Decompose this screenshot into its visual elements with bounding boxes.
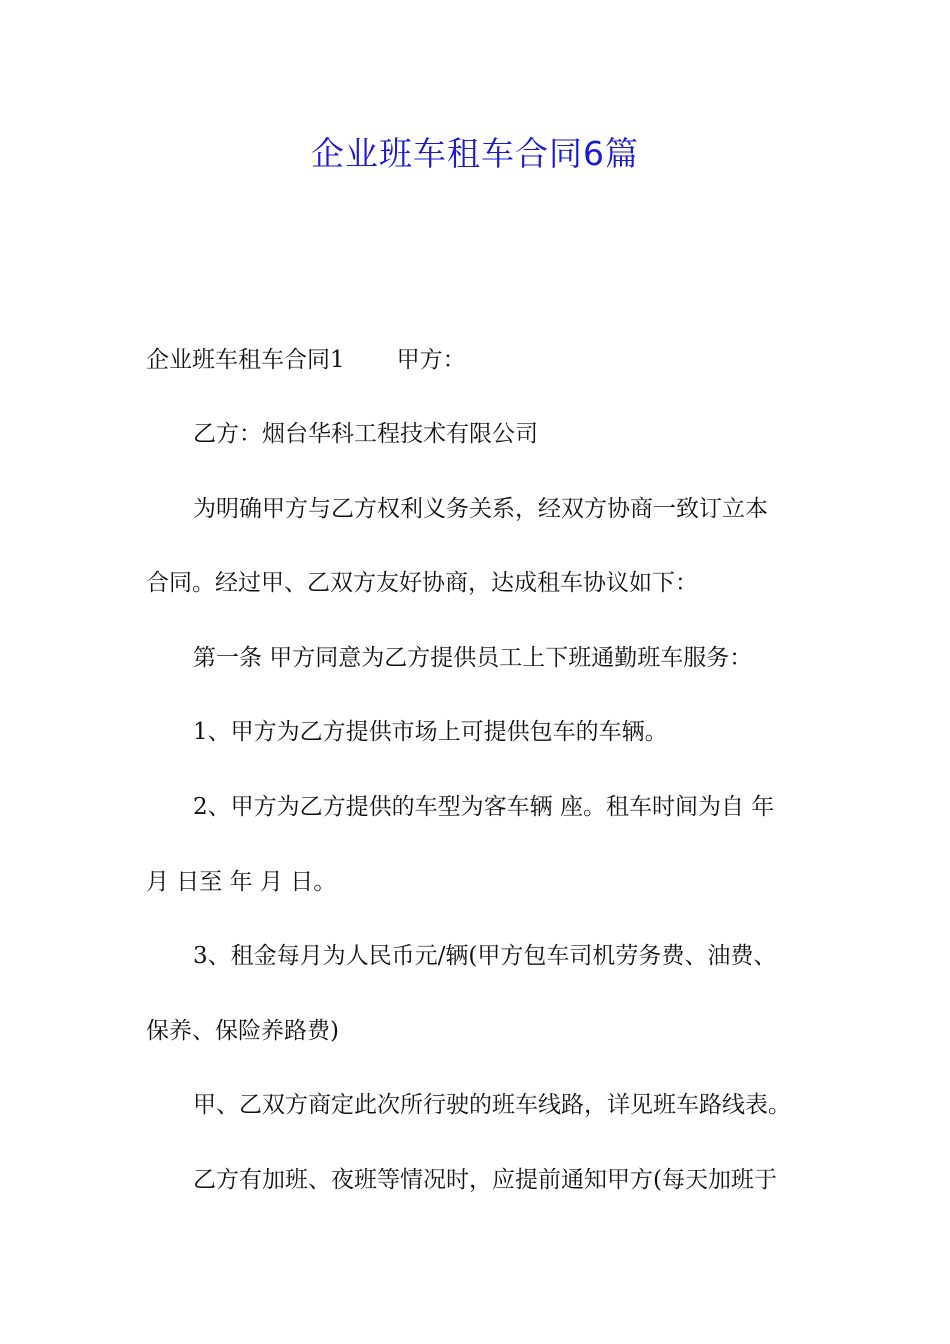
paragraph-line: 为明确甲方与乙方权利义务关系，经双方协商一致订立本 [193, 496, 768, 522]
paragraph-line: 乙方：烟台华科工程技术有限公司 [193, 421, 538, 447]
contract-heading: 企业班车租车合同1 [146, 347, 345, 373]
party-a-label: 甲方： [396, 347, 466, 373]
paragraph-line: 1、甲方为乙方提供市场上可提供包车的车辆。 [193, 719, 668, 745]
paragraph-line: 2、甲方为乙方提供的车型为客车辆 座。租车时间为自 年 [193, 794, 775, 820]
paragraph-line: 保养、保险养路费) [146, 1018, 339, 1044]
paragraph-line: 月 日至 年 月 日。 [146, 869, 337, 895]
paragraph-line: 合同。经过甲、乙双方友好协商，达成租车协议如下： [146, 570, 698, 596]
paragraph-line: 乙方有加班、夜班等情况时，应提前通知甲方(每天加班于 [193, 1167, 777, 1193]
paragraph-line: 第一条 甲方同意为乙方提供员工上下班通勤班车服务： [193, 645, 753, 671]
document-title: 企业班车租车合同6篇 [311, 134, 639, 173]
paragraph-line: 3、租金每月为人民币元/辆(甲方包车司机劳务费、油费、 [193, 943, 777, 969]
paragraph-line: 甲、乙双方商定此次所行驶的班车线路，详见班车路线表。 [193, 1092, 791, 1118]
paragraph-heading-line [0, 344, 950, 376]
